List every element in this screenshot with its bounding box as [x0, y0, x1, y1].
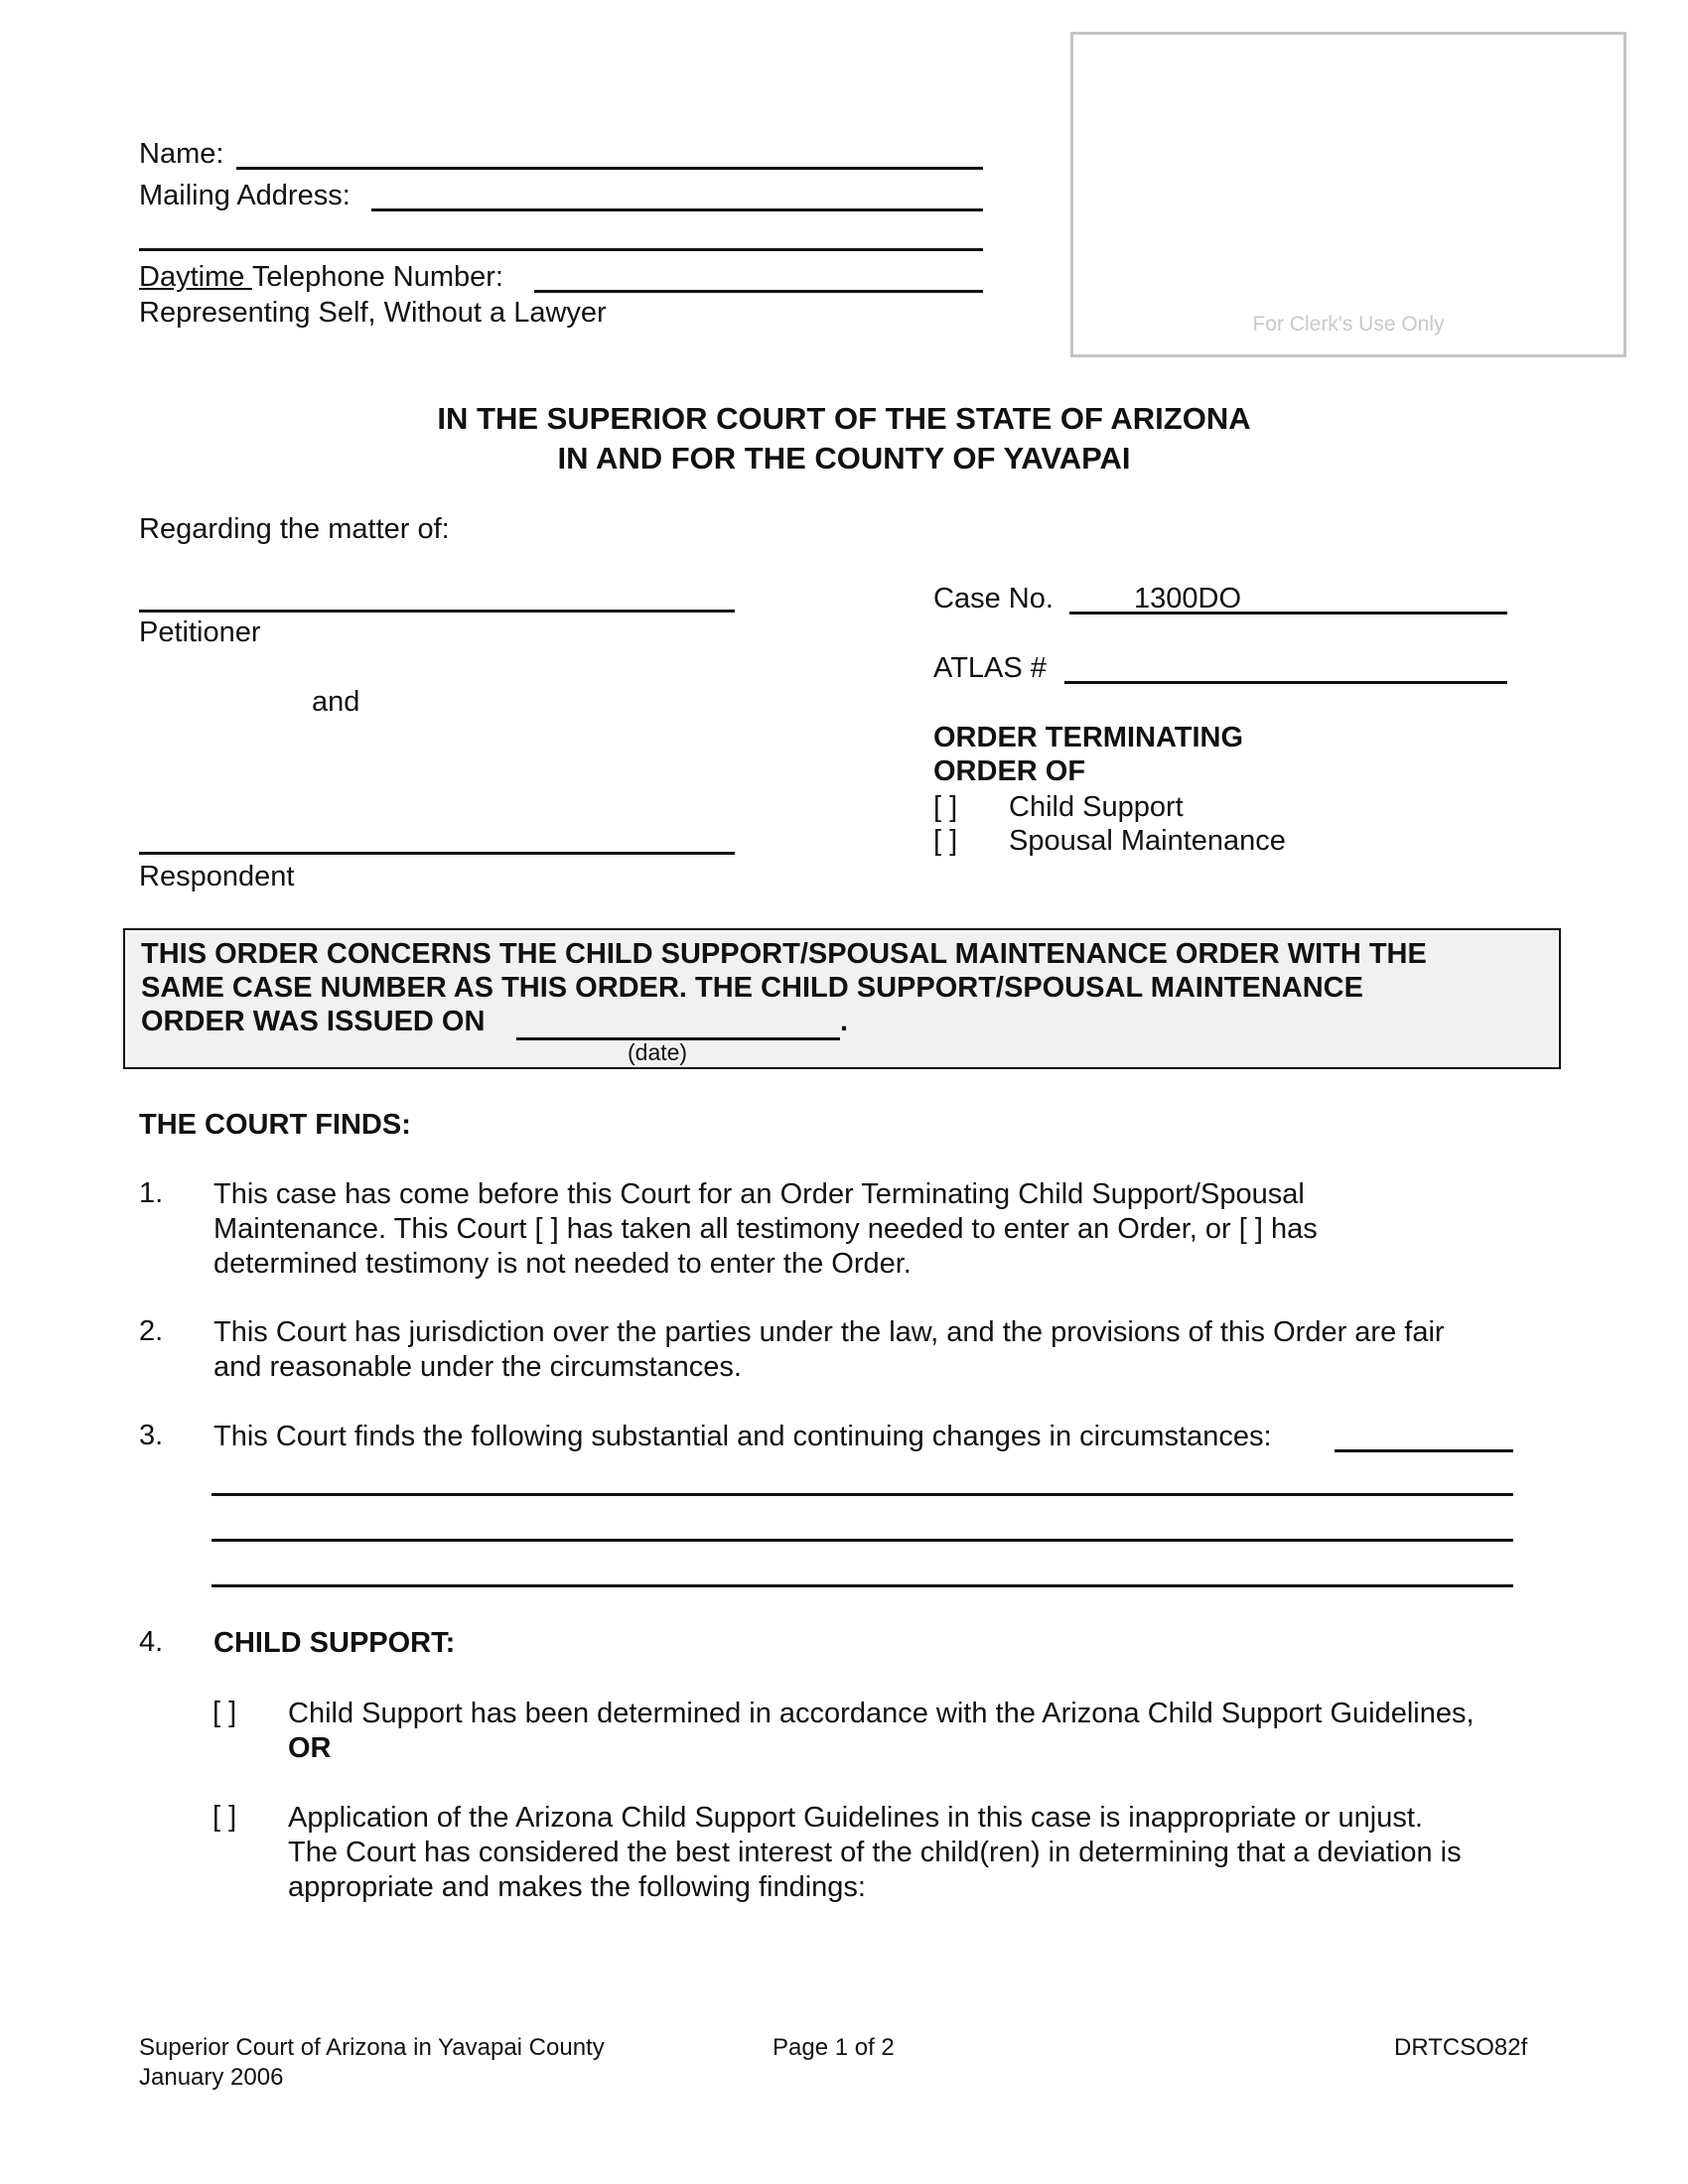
footer-page-number: Page 1 of 2: [773, 2034, 895, 2061]
order-title-line1: ORDER TERMINATING: [933, 722, 1244, 753]
court-heading-line1: IN THE SUPERIOR COURT OF THE STATE OF ARIZONA: [437, 401, 1251, 436]
name-label: Name:: [139, 138, 224, 170]
finding-2-number: 2.: [139, 1315, 164, 1347]
telephone-label: [139, 260, 503, 294]
daytime-label: Daytime: [139, 261, 252, 293]
guidelines-line1: Child Support has been determined in accordance with the Arizona Child Support Guidelines,: [288, 1698, 1475, 1729]
notice-line2: SAME CASE NUMBER AS THIS ORDER. THE CHILD SUPPORT/SPOUSAL MAINTENANCE: [141, 972, 1363, 1004]
case-no-label: Case No.: [933, 583, 1054, 614]
notice-line3: ORDER WAS ISSUED ON: [141, 1006, 486, 1037]
petitioner-label: Petitioner: [139, 616, 261, 648]
mailing-address-field-line2[interactable]: [139, 248, 983, 251]
footer-left: [139, 2033, 605, 2093]
clerk-use-label: For Clerk's Use Only: [1252, 313, 1445, 336]
finding-3-line1: This Court finds the following substantial and continuing changes in circumstances:: [213, 1421, 1272, 1452]
footer-form-code: DRTCSO82f: [1394, 2034, 1528, 2061]
notice-line1: THIS ORDER CONCERNS THE CHILD SUPPORT/SPOUSAL MAINTENANCE ORDER WITH THE: [141, 938, 1427, 970]
atlas-label: ATLAS #: [933, 652, 1047, 684]
telephone-field[interactable]: [534, 290, 983, 293]
guidelines-text: [288, 1697, 1569, 1766]
and-label: and: [312, 686, 360, 718]
name-field[interactable]: [236, 167, 983, 170]
finding-4-number: 4.: [139, 1626, 164, 1658]
child-support-heading: CHILD SUPPORT:: [213, 1627, 456, 1659]
finding-1-number: 1.: [139, 1177, 164, 1209]
footer-date: January 2006: [139, 2064, 284, 2091]
finding-2-line1: This Court has jurisdiction over the parties under the law, and the provisions of this Order are fair: [213, 1316, 1445, 1348]
finding-1-line1: This case has come before this Court for an Order Terminating Child Support/Spousal: [213, 1178, 1305, 1210]
finding-1-text: [213, 1177, 1534, 1282]
notice-period: .: [840, 1006, 849, 1037]
telephone-number-label: Telephone Number:: [251, 261, 503, 293]
guidelines-or: OR: [288, 1732, 332, 1764]
representing-self-text: Representing Self, Without a Lawyer: [139, 297, 607, 329]
guidelines-checkbox[interactable]: [ ]: [212, 1697, 237, 1728]
spousal-maintenance-option-label: Spousal Maintenance: [1009, 825, 1286, 857]
order-title-line2: ORDER OF: [933, 755, 1086, 787]
footer-court-name: Superior Court of Arizona in Yavapai County: [139, 2034, 605, 2061]
court-finds-heading: THE COURT FINDS:: [139, 1109, 411, 1141]
deviation-line1: Application of the Arizona Child Support Guidelines in this case is inappropriate or unjust.: [288, 1802, 1423, 1834]
mailing-address-field[interactable]: [371, 208, 983, 211]
finding-3-number: 3.: [139, 1420, 164, 1451]
date-hint: (date): [628, 1039, 688, 1065]
spousal-maintenance-checkbox[interactable]: [ ]: [933, 825, 958, 857]
finding-2-line2: and reasonable under the circumstances.: [213, 1351, 742, 1383]
changes-field-line2[interactable]: [211, 1493, 1513, 1496]
changes-field-line1[interactable]: [1335, 1449, 1513, 1452]
finding-1-line2: Maintenance. This Court [ ] has taken all testimony needed to enter an Order, or [ ] has: [213, 1213, 1318, 1245]
mailing-address-label: Mailing Address:: [139, 180, 351, 211]
notice-box: [123, 928, 1561, 1069]
deviation-line3: appropriate and makes the following findings:: [288, 1871, 866, 1903]
respondent-field[interactable]: [139, 852, 735, 855]
petitioner-field[interactable]: [139, 610, 735, 613]
court-heading-line2: IN AND FOR THE COUNTY OF YAVAPAI: [557, 441, 1131, 476]
case-no-value: 1300DO: [1134, 583, 1242, 614]
child-support-option-label: Child Support: [1009, 791, 1184, 823]
clerk-use-box: [1070, 32, 1626, 357]
finding-2-text: [213, 1315, 1534, 1385]
regarding-label: Regarding the matter of:: [139, 513, 450, 545]
child-support-checkbox[interactable]: [ ]: [933, 791, 958, 823]
deviation-line2: The Court has considered the best interest of the child(ren) in determining that a deviation is: [288, 1837, 1462, 1868]
changes-field-line3[interactable]: [211, 1539, 1513, 1542]
deviation-checkbox[interactable]: [ ]: [212, 1801, 237, 1833]
atlas-field[interactable]: [1064, 681, 1507, 684]
finding-1-line3: determined testimony is not needed to enter the Order.: [213, 1248, 912, 1280]
deviation-text: [288, 1801, 1569, 1905]
changes-field-line4[interactable]: [211, 1584, 1513, 1587]
respondent-label: Respondent: [139, 861, 295, 892]
